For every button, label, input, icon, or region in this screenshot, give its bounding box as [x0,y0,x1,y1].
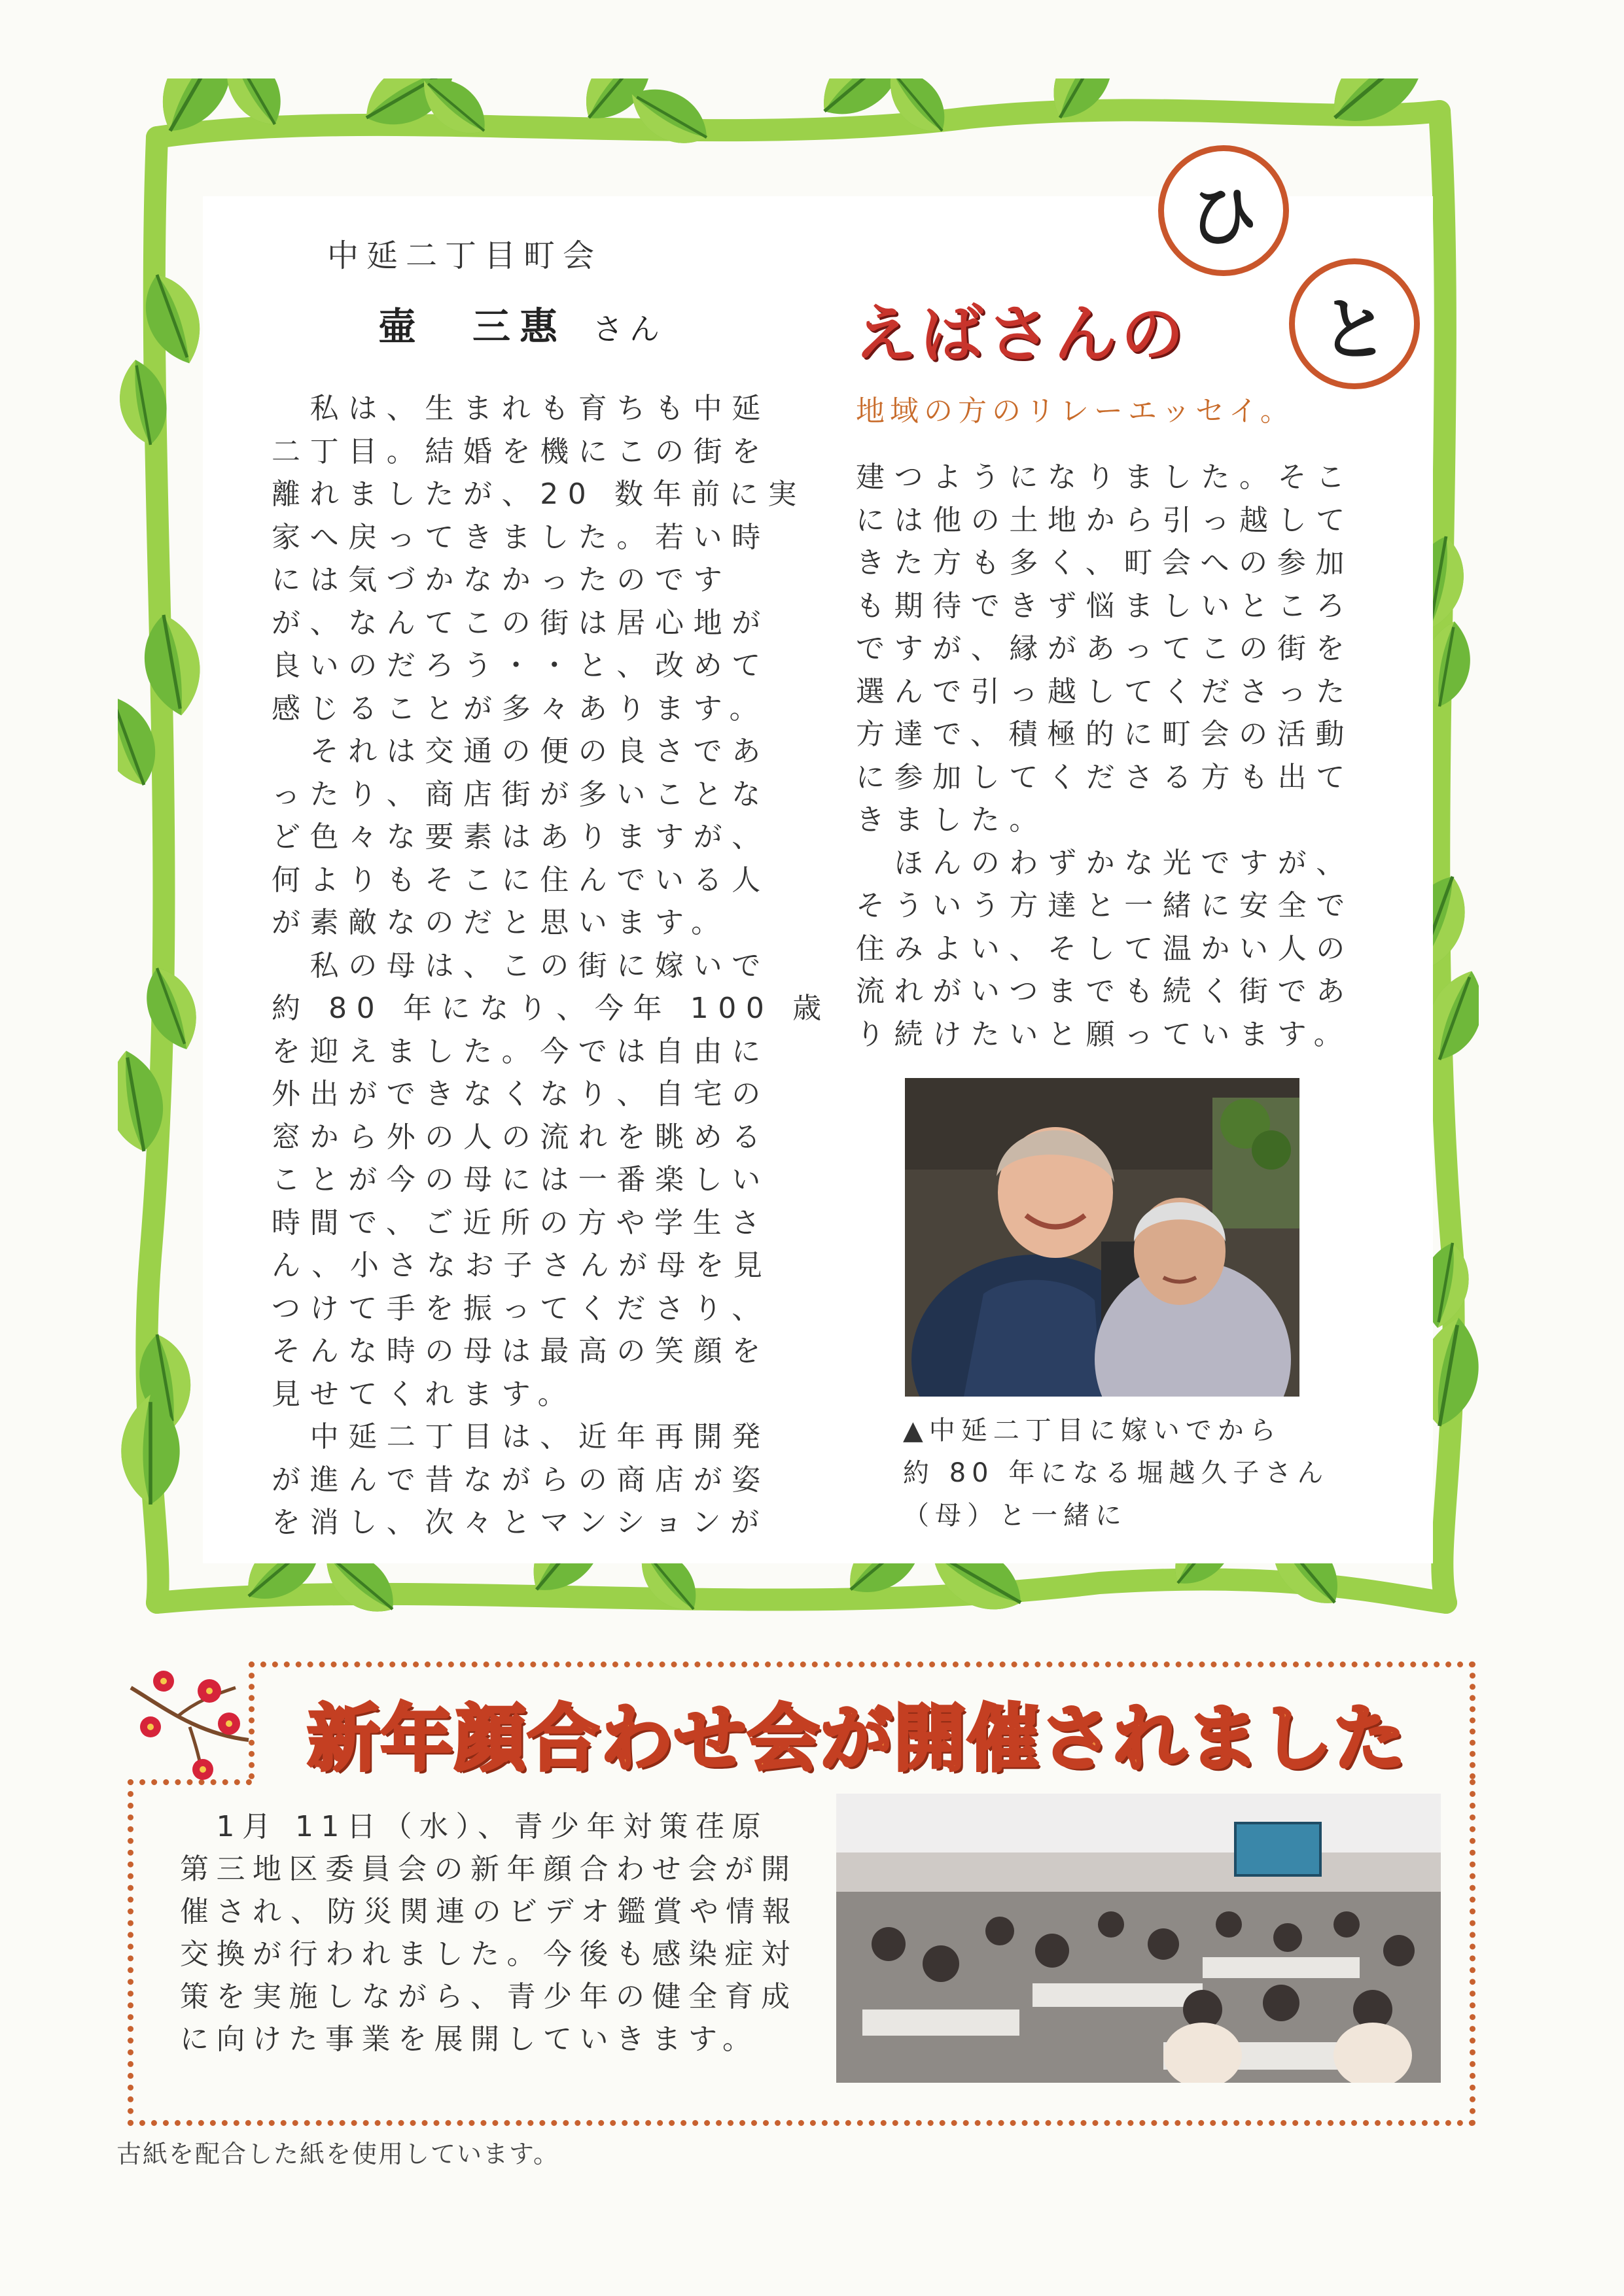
author-name [378,296,666,351]
portrait-caption: ▲中延二丁目に嫁いでから 約 80 年になる堀越久子さん （母）と一緒に [903,1416,1330,1531]
author-honorific: さん [593,311,667,347]
meeting-title: 新年顔合わせ会が開催されました [308,1697,1407,1781]
plum-blossom-icon [124,1661,255,1786]
portrait-photo [905,1078,1299,1397]
meeting-text: 1月 11日（水）、青少年対策荏原 第三地区委員会の新年顔合わせ会が開 催され、防災関連のビデオ鑑賞や情報 交換が行われました。今後も感染症対 策を実施しながら、青少年の健全育成 に向けた事業を展開していきます。 [180,1810,799,2056]
recycled-paper-note: 古紙を配合した紙を使用しています。 [116,2140,559,2168]
series-title: えばさんの [854,298,1188,371]
portrait-illustration [905,1078,1299,1397]
series-circle-to: と [1289,258,1420,389]
essay-right-column: 建つようになりました。そこ には他の土地から引っ越して きた方も多く、町会への参加 も期待できず悩ましいところ ですが、縁があってこの街を 選んで引っ越してくださった 方達で、積極的に町会の活動 に参加してくださる方も出て きました。 ほんのわずかな光ですが、 そういう方達と一緒に安全で 住みよい、そして温かい人の 流れがいつまでも続く街であ り続けたいと願っています。 [856,461,1354,1051]
association-name: 中延二丁目町会 [327,237,603,274]
series-circle-hi: ひ [1158,145,1289,276]
series-subtitle: 地域の方のリレーエッセイ。 [856,394,1294,428]
meeting-illustration [836,1794,1441,2083]
author-name-text: 壷 三惠 [378,304,567,349]
essay-left-column: 私は、生まれも育ちも中延 二丁目。結婚を機にこの街を 離れましたが、20 数年前に実 家へ戻ってきました。若い時 には気づかなかったのです が、なんてこの街は居心地が 良いのだろう・・と、改めて 感じることが多々あります。 それは交通の便の良さであ ったり、商店街が多いことな ど色々な要素はありますが、 何よりもそこに住んでいる人 が素敵なのだと思います。 私の母は、この街に嫁いで 約 80 年になり、今年 100 歳 を迎えました。今では自由に 外出ができなくなり、自宅の 窓から外の人の流れを眺める ことが今の母には一番楽しい 時間で、ご近所の方や学生さ ん、小さなお子さんが母を見 つけて手を振ってくださり、 そんな時の母は最高の笑顔を 見せてくれます。 中延二丁目は、近年再開発 が進んで昔ながらの商店が姿 を消し、次々とマンションが [272,392,831,1539]
meeting-photo [836,1794,1441,2083]
